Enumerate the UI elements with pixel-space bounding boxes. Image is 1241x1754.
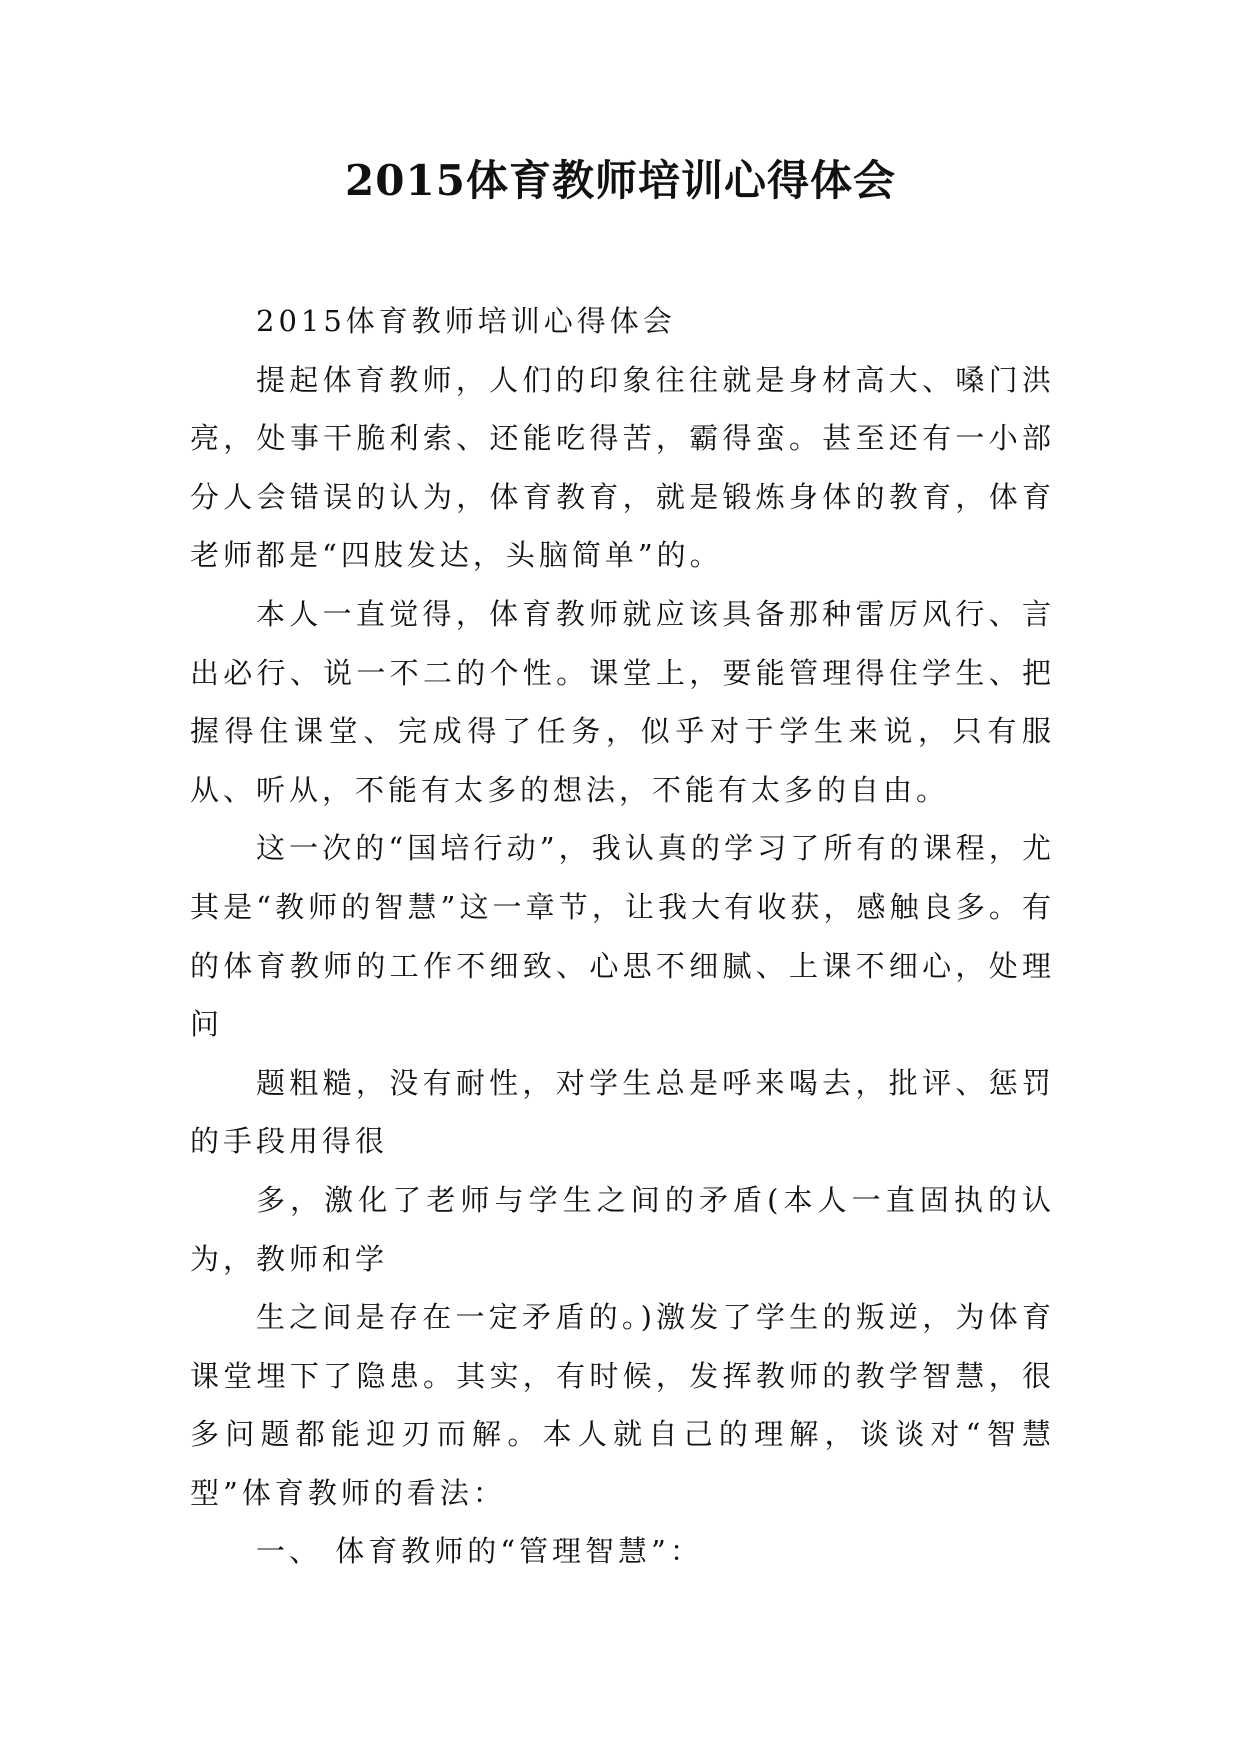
paragraph: 本人一直觉得，体育教师就应该具备那种雷厉风行、言出必行、说一不二的个性。课堂上，要能管理得住学生、把握得住课堂、完成得了任务，似乎对于学生来说，只有服从、听从，不能有太多的想法，不能有太多的自由。 <box>190 596 1055 807</box>
paragraph-subtitle: 2015体育教师培训心得体会 <box>256 304 676 338</box>
document-title: 2015体育教师培训心得体会 <box>345 156 896 205</box>
paragraph: 这一次的“国培行动”，我认真的学习了所有的课程，尤其是“教师的智慧”这一章节，让我大有收获，感触良多。有的体育教师的工作不细致、心思不细腻、上课不细心，处理问 <box>190 831 1055 1042</box>
paragraph: 提起体育教师，人们的印象往往就是身材高大、嗓门洪亮，处事干脆利索、还能吃得苦，霸得蛮。甚至还有一小部分人会错误的认为，体育教育，就是锻炼身体的教育，体育老师都是“四肢发达，头脑简单”的。 <box>190 362 1055 573</box>
document-body <box>190 292 1055 1581</box>
paragraph: 多，激化了老师与学生之间的矛盾(本人一直固执的认为，教师和学 <box>190 1182 1055 1276</box>
paragraph: 题粗糙，没有耐性，对学生总是呼来喝去，批评、惩罚的手段用得很 <box>190 1065 1055 1159</box>
paragraph: 生之间是存在一定矛盾的。)激发了学生的叛逆，为体育课堂埋下了隐患。其实，有时候，发挥教师的教学智慧，很多问题都能迎刃而解。本人就自己的理解，谈谈对“智慧型”体育教师的看法： <box>190 1300 1055 1510</box>
section-heading: 一、 体育教师的“管理智慧”： <box>256 1534 703 1569</box>
